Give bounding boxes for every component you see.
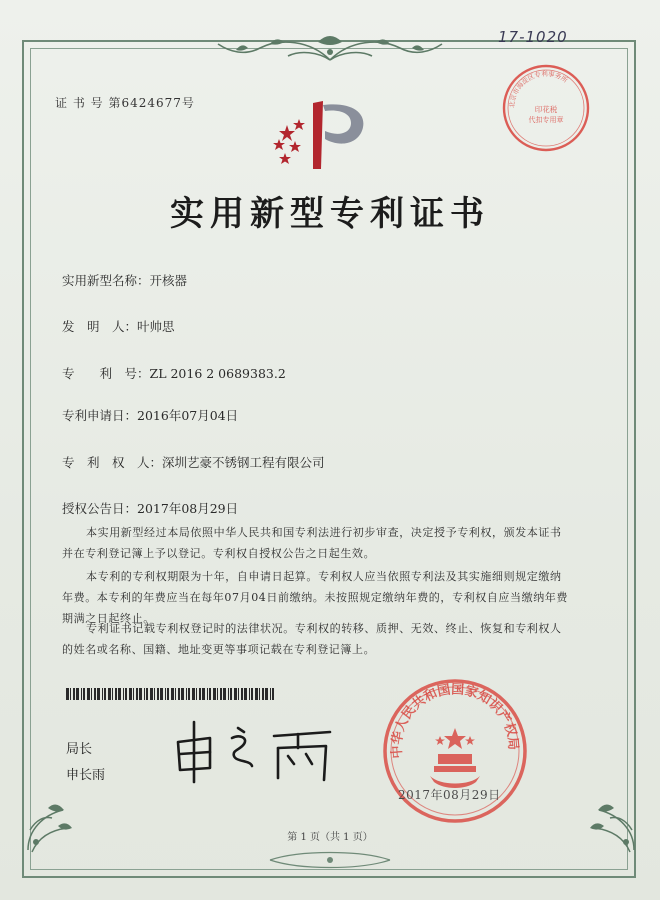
field-label: 专利申请日： — [62, 408, 138, 423]
field-grant-date — [62, 499, 238, 517]
svg-text:代扣专用章: 代扣专用章 — [528, 116, 564, 124]
national-ip-office-seal — [380, 676, 530, 826]
barcode — [66, 688, 278, 700]
certificate-title: 实用新型专利证书 — [170, 194, 490, 234]
field-label: 发 明 人： — [62, 319, 138, 334]
field-utility-model-name — [62, 271, 187, 289]
field-label: 实用新型名称： — [62, 273, 150, 288]
field-value: 开核器 — [149, 273, 188, 288]
field-inventor — [62, 317, 175, 335]
svg-text:印花税: 印花税 — [534, 105, 558, 114]
bottom-center-ornament — [260, 848, 400, 872]
top-ornament — [200, 30, 460, 70]
field-value: ZL 2016 2 0689383.2 — [149, 366, 286, 381]
field-label: 专 利 号： — [62, 366, 150, 381]
field-value: 叶帅思 — [137, 319, 175, 334]
director-name: 申长雨 — [66, 768, 106, 783]
certificate-number: 证 书 号 第6424677号 — [55, 96, 195, 110]
paragraph-term: 本专利的专利权期限为十年，自申请日起算。专利权人应当依照专利法及其实施细则规定缴纳年费。本专利的年费应当在每年07月04日前缴纳。未按照规定缴纳年费的，专利权自应当缴纳年费期满之日起终止。 — [62, 570, 568, 625]
field-label: 专 利 权 人： — [62, 455, 163, 470]
bottom-right-ornament — [574, 790, 644, 860]
field-application-date — [62, 406, 238, 424]
field-value: 2017年08月29日 — [137, 501, 239, 516]
field-patent-number — [62, 364, 286, 382]
director-title: 局长 — [66, 742, 93, 757]
agency-seal — [500, 62, 592, 154]
field-value: 2016年07月04日 — [137, 408, 239, 423]
field-patentee — [62, 453, 325, 471]
director-signature — [170, 714, 340, 786]
handwritten-note: 17-1020 — [498, 28, 568, 46]
svg-text:中华人民共和国国家知识产权局: 中华人民共和国国家知识产权局 — [389, 682, 521, 759]
bottom-left-ornament — [18, 790, 88, 860]
svg-text:北京市海淀区专利事务所: 北京市海淀区专利事务所 — [507, 69, 570, 109]
page-number: 第 1 页（共 1 页） — [287, 832, 373, 843]
patent-office-logo-icon — [265, 95, 385, 175]
paragraph-grant: 本实用新型经过本局依照中华人民共和国专利法进行初步审查，决定授予专利权，颁发本证书并在专利登记簿上予以登记。专利权自授权公告之日起生效。 — [62, 526, 562, 560]
issue-date: 2017年08月29日 — [398, 788, 501, 802]
paragraph-legal-status: 专利证书记载专利权登记时的法律状况。专利权的转移、质押、无效、终止、恢复和专利权人的姓名或名称、国籍、地址变更等事项记载在专利登记簿上。 — [62, 622, 562, 656]
field-label: 授权公告日： — [62, 501, 138, 516]
field-value: 深圳艺豪不锈钢工程有限公司 — [162, 455, 325, 470]
